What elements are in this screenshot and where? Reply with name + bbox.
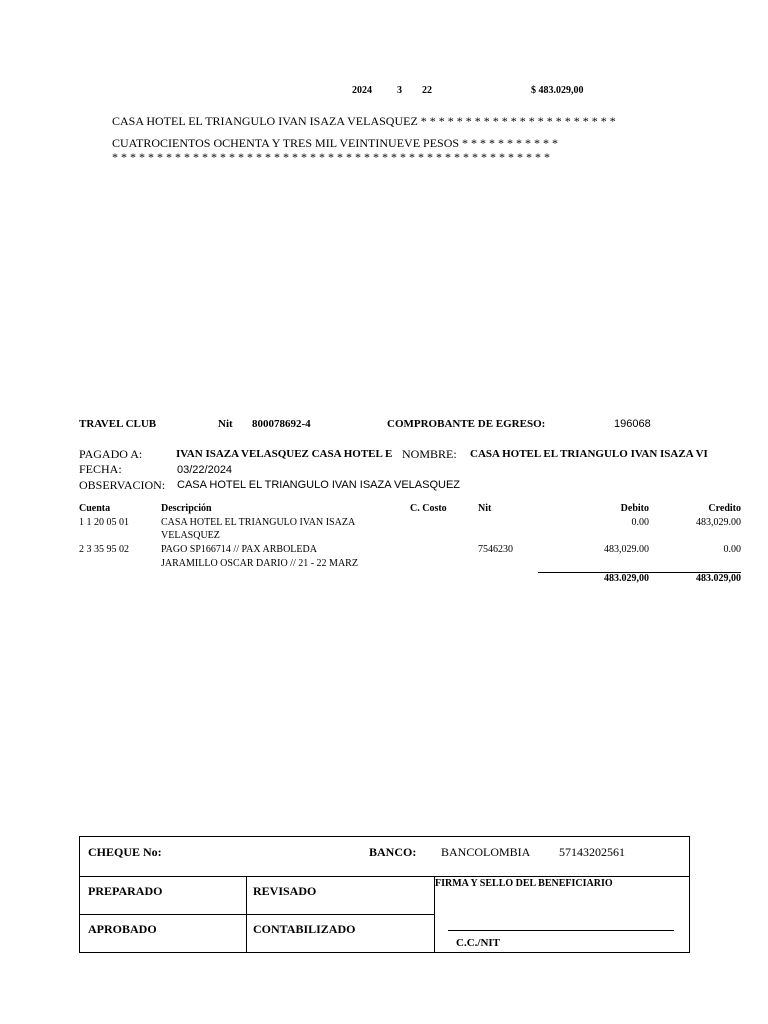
- bank-label: BANCO:: [369, 845, 417, 859]
- box-divider-top: [80, 876, 689, 877]
- observation-value: CASA HOTEL EL TRIANGULO IVAN ISAZA VELASQUEZ: [177, 479, 461, 491]
- check-amount-words-line1: CUATROCIENTOS OCHENTA Y TRES MIL VEINTINUEVE PESOS * * * * * * * * * * *: [112, 136, 559, 150]
- date-value: 03/22/2024: [177, 464, 233, 476]
- row-debit: 483,029.00: [604, 544, 649, 555]
- name-label: NOMBRE:: [402, 447, 457, 461]
- name-value: CASA HOTEL EL TRIANGULO IVAN ISAZA VI: [470, 448, 708, 460]
- check-amount: $ 483.029,00: [531, 85, 584, 96]
- check-day: 22: [422, 85, 432, 96]
- company-name: TRAVEL CLUB: [79, 418, 157, 430]
- date-label: FECHA:: [79, 462, 122, 476]
- signature-box: [79, 836, 690, 953]
- signature-line: [448, 930, 674, 931]
- voucher-title: COMPROBANTE DE EGRESO:: [387, 418, 546, 430]
- col-header-description: Descripción: [161, 503, 212, 514]
- box-divider-middle: [80, 914, 434, 915]
- approved-label: APROBADO: [88, 922, 157, 936]
- accounted-label: CONTABILIZADO: [253, 922, 356, 936]
- row-account: 1 1 20 05 01: [79, 517, 129, 528]
- row-description-line1: PAGO SP166714 // PAX ARBOLEDA: [161, 544, 317, 555]
- col-header-debit: Debito: [620, 503, 649, 514]
- nit-label: Nit: [218, 418, 233, 430]
- paid-to-value: IVAN ISAZA VELASQUEZ CASA HOTEL E: [176, 448, 393, 460]
- col-header-account: Cuenta: [79, 503, 111, 514]
- paid-to-label: PAGADO A:: [79, 447, 143, 461]
- row-description-line2: JARAMILLO OSCAR DARIO // 21 - 22 MARZ: [161, 558, 358, 569]
- row-credit: 483,029.00: [696, 517, 741, 528]
- check-payee-line: CASA HOTEL EL TRIANGULO IVAN ISAZA VELASQUEZ * * * * * * * * * * * * * * * * * * * * * *: [112, 114, 616, 128]
- row-nit: 7546230: [478, 544, 513, 555]
- row-credit: 0.00: [723, 544, 741, 555]
- reviewed-label: REVISADO: [253, 884, 317, 898]
- total-credit: 483.029,00: [696, 573, 741, 584]
- check-amount-words-line2: * * * * * * * * * * * * * * * * * * * * * * * * * * * * * * * * * * * * * * * * * * * * * * * * *: [112, 150, 550, 164]
- row-description-line2: VELASQUEZ: [161, 530, 220, 541]
- total-debit: 483.029,00: [604, 573, 649, 584]
- box-divider-v1: [246, 876, 247, 952]
- row-description-line1: CASA HOTEL EL TRIANGULO IVAN ISAZA: [161, 517, 356, 528]
- row-debit: 0.00: [631, 517, 649, 528]
- signature-label: FIRMA Y SELLO DEL BENEFICIARIO: [435, 878, 613, 889]
- prepared-label: PREPARADO: [88, 884, 163, 898]
- observation-label: OBSERVACION:: [79, 478, 166, 492]
- check-year: 2024: [352, 85, 372, 96]
- voucher-number: 196068: [614, 418, 651, 430]
- bank-name: BANCOLOMBIA: [441, 845, 531, 859]
- row-account: 2 3 35 95 02: [79, 544, 129, 555]
- col-header-cost-center: C. Costo: [410, 503, 447, 514]
- nit-value: 800078692-4: [252, 418, 311, 430]
- check-month: 3: [397, 85, 402, 96]
- col-header-nit: Nit: [478, 503, 492, 514]
- cheque-number-label: CHEQUE No:: [88, 845, 162, 859]
- id-label: C.C./NIT: [456, 937, 501, 949]
- bank-account: 57143202561: [559, 845, 625, 859]
- col-header-credit: Credito: [708, 503, 741, 514]
